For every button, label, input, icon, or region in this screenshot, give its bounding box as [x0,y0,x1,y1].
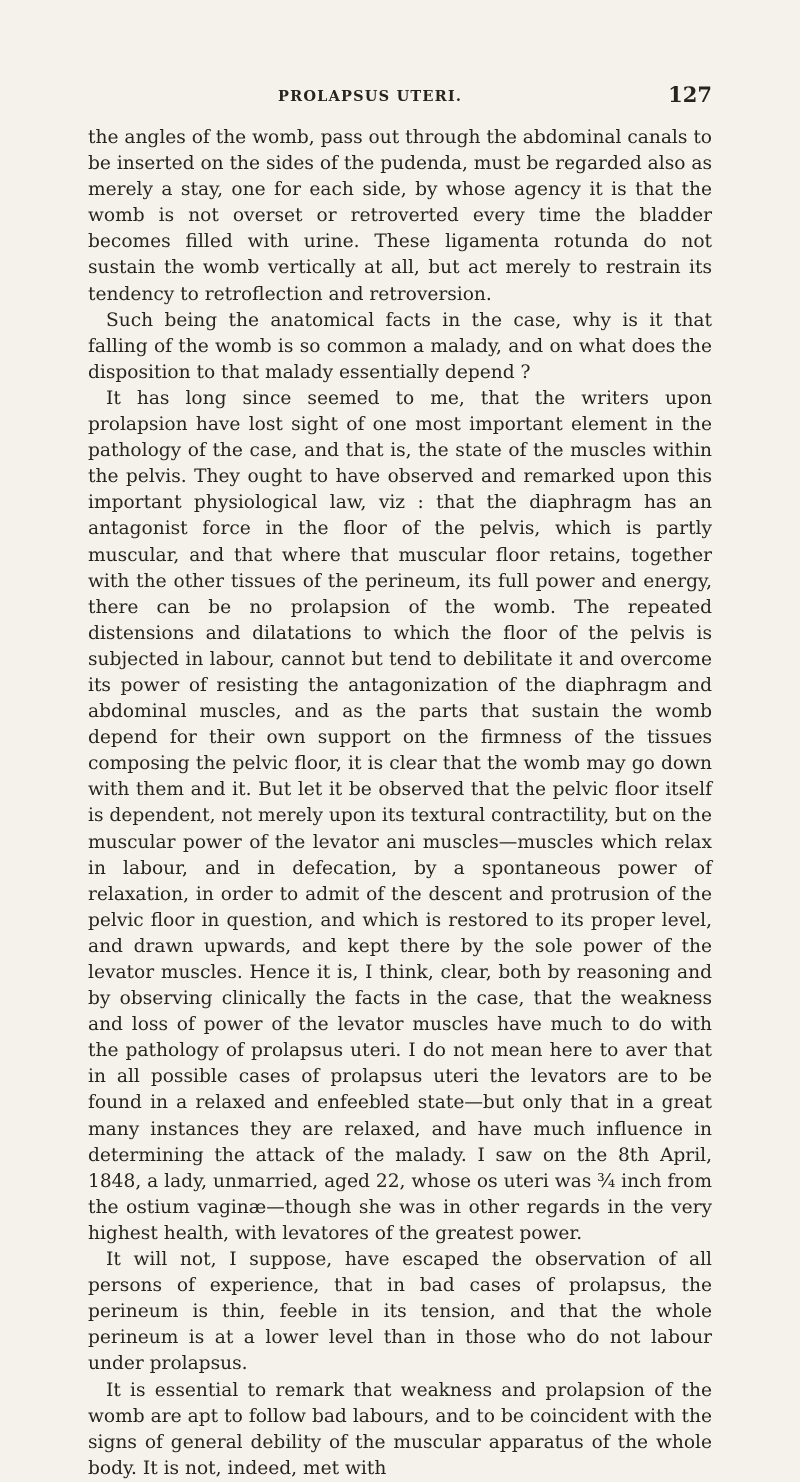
paragraph-4: It will not, I suppose, have escaped the observation of all persons of experience, that in bad cases of prolapsus, the perineum is thin, feeble in its tension, and that the whole perineum is at a lower level than in those who do not labour under prolapsus. [88,1249,712,1375]
paragraph-3: It has long since seemed to me, that the writers upon prolapsion have lost sight of one most important element in the pathology of the case, and that is, the state of the muscles within the pelvis. They ought to have observed and remarked upon this important physiological law, viz : that the diaphragm has an antagonist force in the floor of the pelvis, which is partly muscular, and that where that muscular floor retains, together with the other tissues of the perineum, its full power and energy, there can be no prolapsion of the womb. The repeated distensions and dilatations to which the floor of the pelvis is subjected in labour, cannot but tend to debilitate it and overcome its power of resisting the antagonization of the diaphragm and abdominal muscles, and as the parts that sustain the womb depend for their own support on the firmness of the tissues composing the pelvic floor, it is clear that the womb may go down with them and it. But let it be observed that the pelvic floor itself is dependent, not merely upon its textural contractility, but on the muscular power of the levator ani muscles—muscles which relax in labour, and in defecation, by a spontaneous power of relaxation, in order to admit of the descent and protrusion of the pelvic floor in question, and which is restored to its proper level, and drawn upwards, and kept there by the sole power of the levator muscles. Hence it is, I think, clear, both by reasoning and by observing clinically the facts in the case, that the weakness and loss of power of the levator muscles have much to do with the pathology of prolapsus uteri. I do not mean here to aver that in all possible cases of prolapsus uteri the levators are to be found in a relaxed and enfeebled state—but only that in a great many instances they are relaxed, and have much influence in determining the attack of the malady. I saw on the 8th April, 1848, a lady, unmarried, aged 22, whose os uteri was ¾ inch from the ostium vaginæ—though she was in other regards in the very highest health, with levatores of the greatest power. [88,387,712,1244]
body-text [88,125,712,1482]
running-title: PROLAPSUS UTERI. [278,88,463,105]
paragraph-2: Such being the anatomical facts in the case, why is it that falling of the womb is so common a malady, and on what does the disposition to that malady essentially depend ? [88,309,712,383]
paragraph-5: It is essential to remark that weakness and prolapsion of the womb are apt to follow bad labours, and to be coincident with the signs of general debility of the muscular apparatus of the whole body. It is not, indeed, met with [88,1379,712,1479]
page-header [278,82,712,112]
paragraph-1: the angles of the womb, pass out through the abdominal canals to be inserted on the sides of the pudenda, must be regarded also as merely a stay, one for each side, by whose agency it is that the womb is not overset or retroverted every time the bladder becomes filled with urine. These ligamenta rotunda do not sustain the womb vertically at all, but act merely to restrain its tendency to retroflection and retroversion. [88,127,712,305]
page-number: 127 [668,82,712,107]
